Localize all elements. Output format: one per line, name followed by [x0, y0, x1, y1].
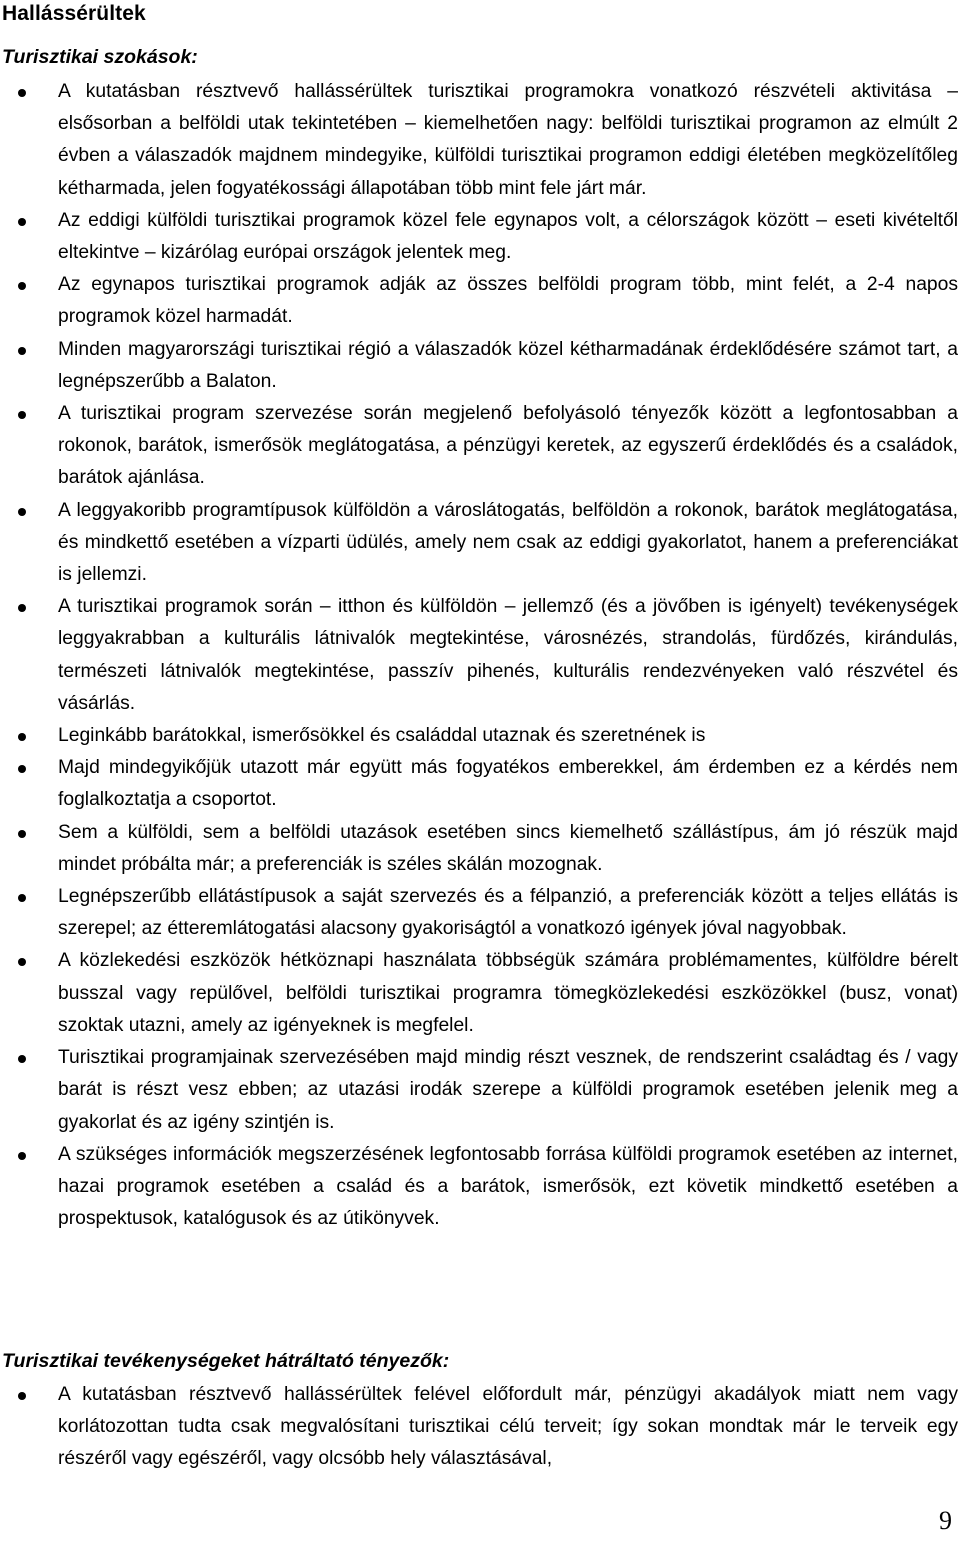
list-item: [0, 752, 958, 816]
list-item: [0, 334, 958, 398]
bullet-icon: [18, 830, 26, 838]
list-item: [0, 1139, 958, 1236]
list-item: [0, 1379, 958, 1476]
bullet-icon: [18, 282, 26, 290]
list-item: [0, 495, 958, 592]
list-item: [0, 1042, 958, 1139]
bullet-icon: [18, 218, 26, 226]
section-heading-obstacles: Turisztikai tevékenységeket hátráltató tényezők:: [2, 1350, 450, 1372]
list-item: [0, 945, 958, 1042]
list-item-text: Az eddigi külföldi turisztikai programok közel fele egynapos volt, a célországok között – eseti kivételtől eltekintve – kizárólag európai országok jelentek meg.: [58, 209, 958, 264]
list-item-text: A turisztikai programok során – itthon és külföldön – jellemző (és a jövőben is igényelt) tevékenységek leggyakrabban a kulturális látnivalók megtekintése, városnézés, strandolás, fürdőzés, kirándulás, természeti látnivalók megtekintése, passzív pihenés, kulturális rendezvényeken való részvétel és vásárlás.: [58, 596, 958, 714]
list-item-text: A kutatásban résztvevő hallássérültek felével előfordult már, pénzügyi akadályok miatt nem vagy korlátozottan tudta csak megvalósítani turisztikai célú terveit; így sokan mondtak már le terveik egy részéről vagy egészéről, vagy olcsóbb hely választásával,: [58, 1384, 958, 1470]
bullet-icon: [18, 604, 26, 612]
bullet-icon: [18, 1055, 26, 1063]
list-item-text: A közlekedési eszközök hétköznapi használata többségük számára problémamentes, külföldre bérelt busszal vagy repülővel, belföldi turisztikai programra tömegközlekedési eszközökkel (busz, vonat) szoktak utazni, amely az igényeknek is megfelel.: [58, 950, 958, 1036]
list-item: [0, 591, 958, 720]
bullet-list-tourist-habits: [0, 76, 958, 1235]
bullet-icon: [18, 765, 26, 773]
list-item-text: Legnépszerűbb ellátástípusok a saját szervezés és a félpanzió, a preferenciák között a teljes ellátás is szerepel; az étteremlátogatási alacsony gyakoriságtól a vonatkozó igények jóval nagyobbak.: [58, 886, 958, 940]
bullet-icon: [18, 958, 26, 966]
list-item: [0, 398, 958, 495]
section-heading-tourist-habits: Turisztikai szokások:: [2, 46, 198, 68]
bullet-icon: [18, 411, 26, 419]
list-item: [0, 817, 958, 881]
bullet-icon: [18, 733, 26, 741]
list-item-text: Turisztikai programjainak szervezésében majd mindig részt vesznek, de rendszerint családtag és / vagy barát is részt vesz ebben; az utazási irodák szerepe a külföldi programok esetében jelenik meg a gyakorlat és az igény szintjén is.: [58, 1047, 958, 1133]
bullet-icon: [18, 347, 26, 355]
list-item-text: A kutatásban résztvevő hallássérültek turisztikai programokra vonatkozó részvételi aktivitása – elsősorban a belföldi utak tekintetében – kiemelhetően nagy: belföldi turisztikai programon az elmúlt 2 évben a válaszadók majdnem mindegyike, külföldi turisztikai programon eddigi életében megközelítőleg kétharmada, jelen fogyatékossági állapotában több mint fele járt már.: [58, 81, 958, 199]
list-item: [0, 881, 958, 945]
bullet-icon: [18, 89, 26, 97]
list-item-text: Sem a külföldi, sem a belföldi utazások esetében sincs kiemelhető szállástípus, ám jó részük majd mindet próbálta már; a preferenciák is széles skálán mozognak.: [58, 821, 958, 875]
page-number: 9: [939, 1506, 952, 1535]
bullet-icon: [18, 508, 26, 516]
list-item-text: Minden magyarországi turisztikai régió a válaszadók közel kétharmadának érdeklődésére számot tart, a legnépszerűbb a Balaton.: [58, 338, 958, 392]
bullet-icon: [18, 1392, 26, 1400]
list-item-text: A leggyakoribb programtípusok külföldön a városlátogatás, belföldön a rokonok, barátok meglátogatása, és mindkettő esetében a vízparti üdülés, amely nem csak az eddigi gyakorlatot, hanem a preferenciákat is jellemzi.: [58, 499, 958, 586]
bullet-icon: [18, 894, 26, 902]
list-item: [0, 720, 958, 752]
list-item: [0, 76, 958, 205]
list-item-text: A turisztikai program szervezése során megjelenő befolyásoló tényezők között a legfontosabban a rokonok, barátok, ismerősök meglátogatása, a pénzügyi keretek, az egyszerű érdeklődés és a családok, barátok ajánlása.: [58, 403, 958, 489]
list-item-text: A szükséges információk megszerzésének legfontosabb forrása külföldi programok esetében az internet, hazai programok esetében a család és a barátok, ismerősök, ezt követik mindkettő esetében a prospektusok, katalógusok és az útikönyvek.: [58, 1143, 958, 1230]
list-item: [0, 205, 958, 269]
page-title: Hallássérültek: [2, 2, 146, 25]
list-item-text: Majd mindegyikőjük utazott már együtt más fogyatékos emberekkel, ám érdemben ez a kérdés nem foglalkoztatja a csoportot.: [58, 757, 958, 811]
bullet-list-obstacles: [0, 1379, 958, 1476]
list-item-text: Az egynapos turisztikai programok adják az összes belföldi program több, mint felét, a 2-4 napos programok közel harmadát.: [58, 274, 958, 328]
list-item: [0, 269, 958, 333]
list-item-text: Leginkább barátokkal, ismerősökkel és családdal utaznak és szeretnének is: [58, 725, 706, 747]
bullet-icon: [18, 1152, 26, 1160]
